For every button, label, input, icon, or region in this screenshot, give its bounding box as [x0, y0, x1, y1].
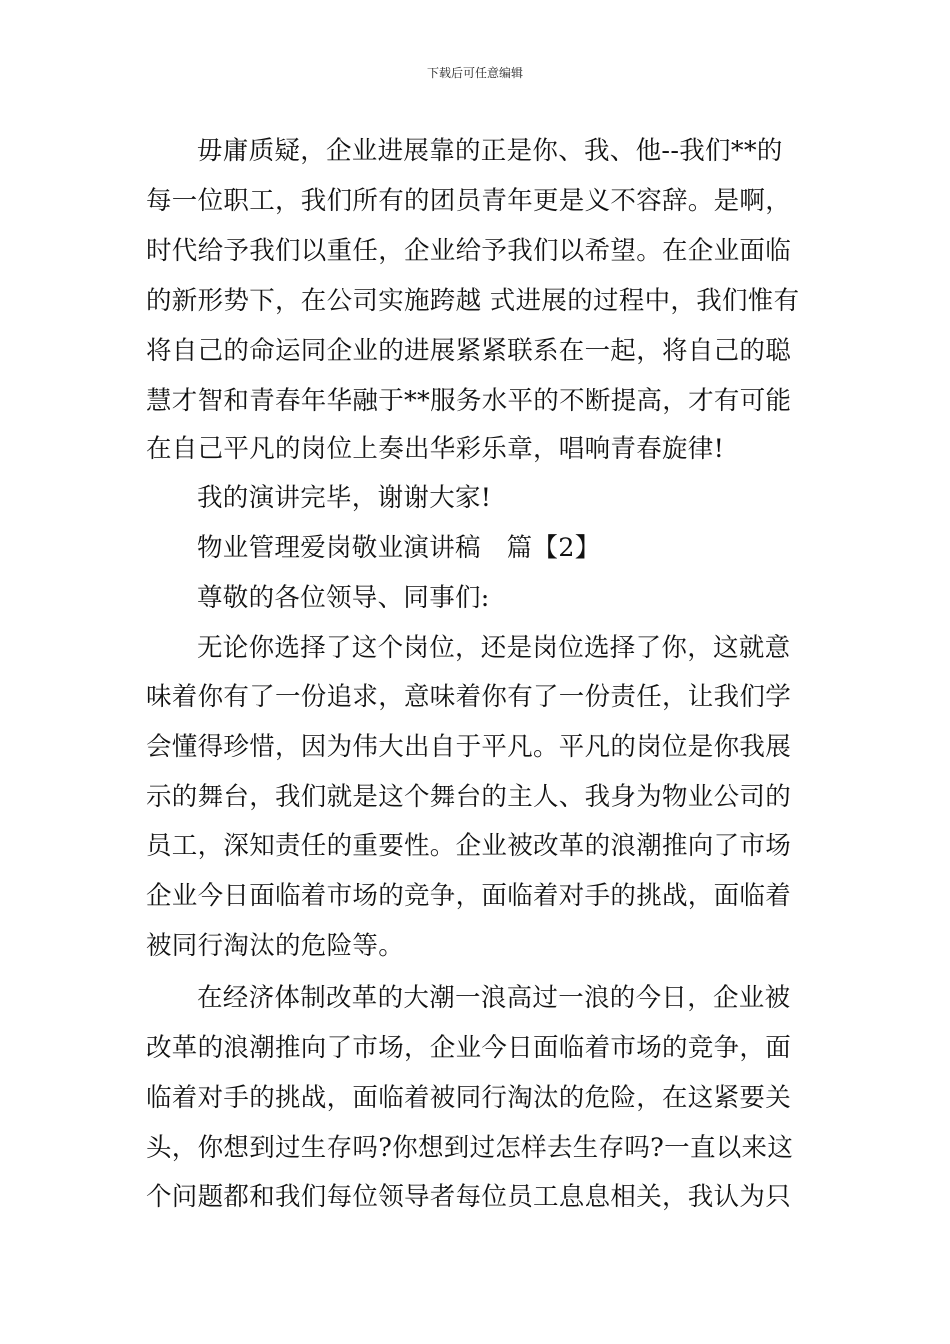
text-line: 改革的浪潮推向了市场，企业今日面临着市场的竞争，面	[146, 1033, 792, 1063]
text-line: 无论你选择了这个岗位，还是岗位选择了你，这就意	[197, 633, 791, 663]
text-line: 将自己的命运同企业的进展紧紧联系在一起，将自己的聪	[146, 336, 792, 366]
text-line: 员工，深知责任的重要性。企业被改革的浪潮推向了市场	[146, 831, 792, 861]
text-line: 味着你有了一份追求，意味着你有了一份责任，让我们学	[146, 682, 792, 712]
section-title: 物业管理爱岗敬业演讲稿 篇【2】	[197, 533, 601, 563]
page-header: 下载后可任意编辑	[426, 66, 523, 80]
text-line: 个问题都和我们每位领导者每位员工息息相关，我认为只	[146, 1182, 792, 1212]
text-line: 的新形势下，在公司实施跨越 式进展的过程中，我们惟有	[146, 286, 800, 316]
text-line: 时代给予我们以重任，企业给予我们以希望。在企业面临	[146, 236, 792, 266]
text-line: 毋庸质疑，企业进展靠的正是你、我、他--我们**的	[197, 136, 783, 166]
salutation: 尊敬的各位领导、同事们:	[197, 583, 490, 613]
text-line: 企业今日面临着市场的竞争，面临着对手的挑战，面临着	[146, 881, 792, 911]
text-line: 在自己平凡的岗位上奏出华彩乐章，唱响青春旋律!	[146, 434, 725, 464]
text-line: 在经济体制改革的大潮一浪高过一浪的今日，企业被	[197, 983, 791, 1013]
text-line: 会懂得珍惜，因为伟大出自于平凡。平凡的岗位是你我展	[146, 732, 792, 762]
text-line: 头，你想到过生存吗?你想到过怎样去生存吗?一直以来这	[146, 1133, 794, 1163]
text-line: 慧才智和青春年华融于**服务水平的不断提高，才有可能	[146, 386, 792, 416]
text-line: 临着对手的挑战，面临着被同行淘汰的危险，在这紧要关	[146, 1083, 792, 1113]
closing-line: 我的演讲完毕，谢谢大家!	[197, 483, 492, 513]
text-line: 被同行淘汰的危险等。	[146, 931, 405, 961]
text-line: 每一位职工，我们所有的团员青年更是义不容辞。是啊，	[146, 186, 792, 216]
text-line: 示的舞台，我们就是这个舞台的主人、我身为物业公司的	[146, 782, 792, 812]
